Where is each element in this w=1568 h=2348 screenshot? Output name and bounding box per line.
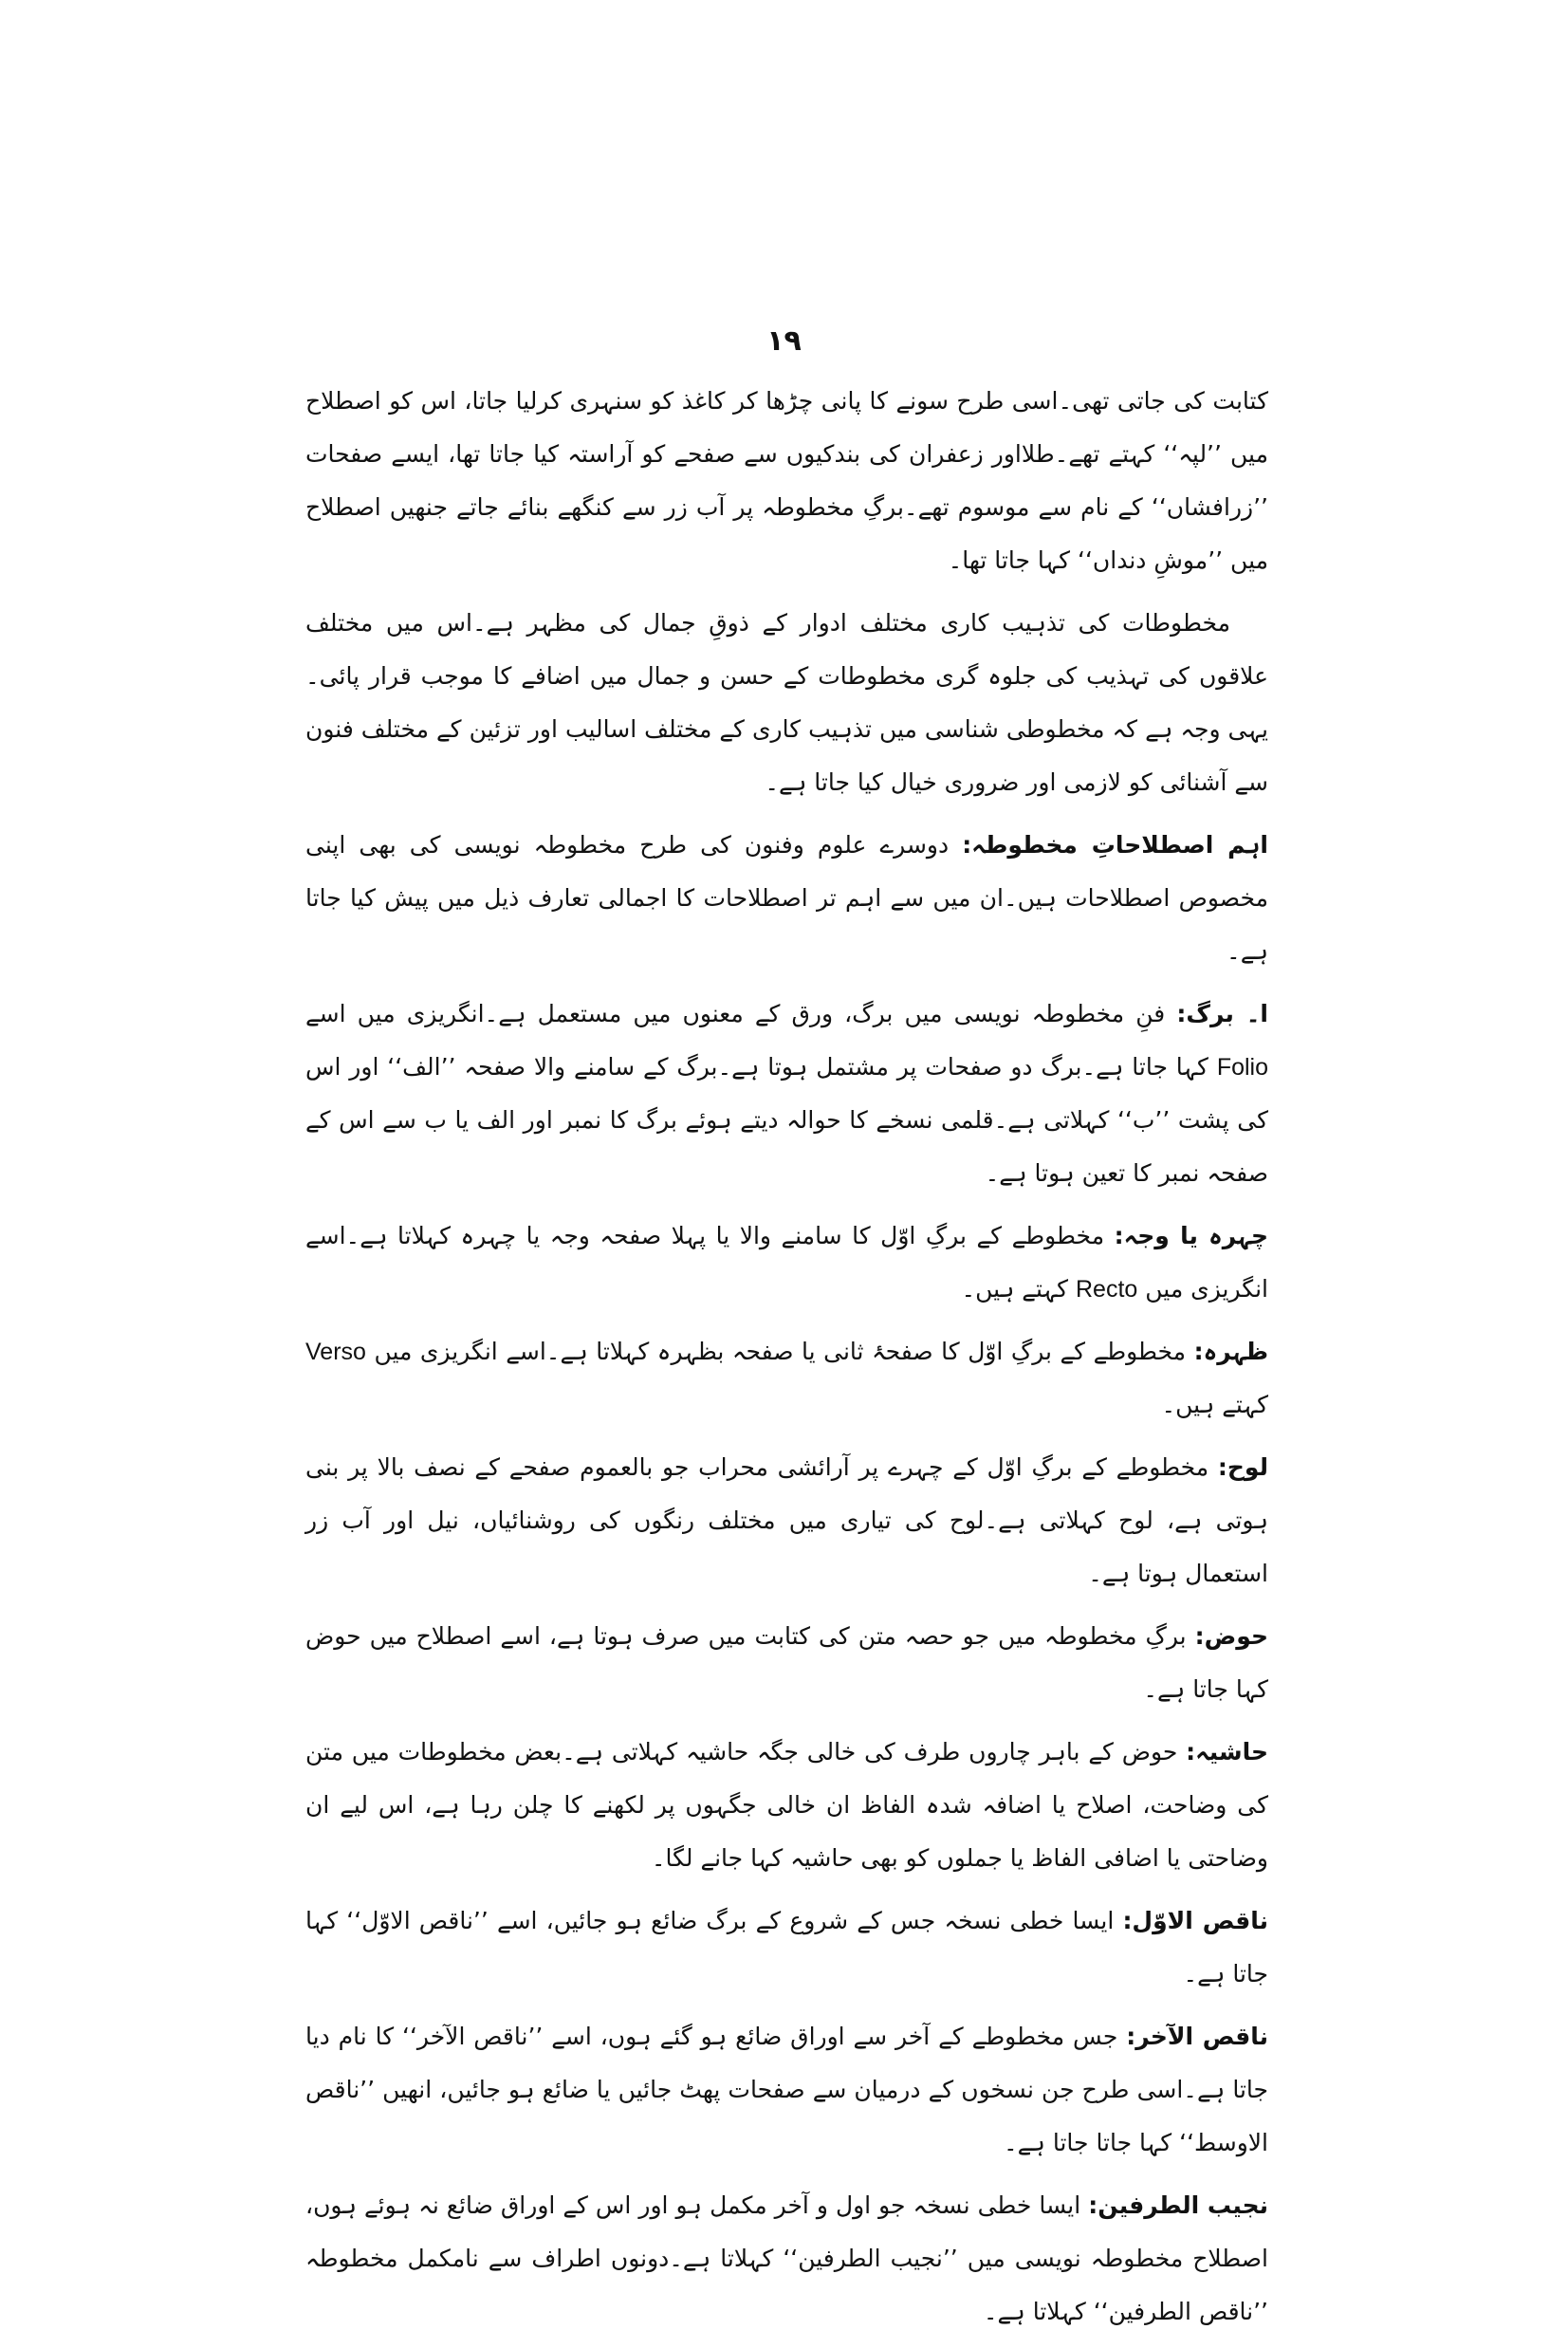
page-number: ۱۹ (766, 324, 802, 358)
paragraph-text: کہا جاتا ہے۔برگ دو صفحات پر مشتمل ہوتا ہے۔برگ کے سامنے والا صفحہ ’’الف‘‘ اور اس کی پشت ’’ب‘‘ کہلاتی ہے۔قلمی نسخے کا حوالہ دیتے ہوئے برگ کا نمبر اور الف یا ب سے اس کے صفحہ نمبر کا تعین ہوتا ہے۔ (305, 1053, 1268, 1187)
english-term: Folio (1216, 1054, 1268, 1081)
term-heading: چہرہ یا وجہ: (1114, 1222, 1268, 1249)
english-term: Recto (1076, 1276, 1138, 1303)
paragraph-text: کہتے ہیں۔ (961, 1275, 1076, 1303)
paragraph-text: برگِ مخطوطہ میں جو حصہ متن کی کتابت میں صرف ہوتا ہے، اسے اصطلاح میں حوض کہا جاتا ہے۔ (305, 1622, 1268, 1703)
paragraph-text: مخطوطے کے برگِ اوّل کے چہرے پر آرائشی محراب جو بالعموم صفحے کے نصف بالا پر بنی ہوتی ہے، لوح کہلاتی ہے۔لوح کی تیاری میں مختلف رنگوں کی روشنائیاں، نیل اور آب زر استعمال ہوتا ہے۔ (305, 1453, 1268, 1587)
term-heading: لوح: (1217, 1453, 1268, 1481)
term-heading: ناقص الاوّل: (1122, 1907, 1268, 1934)
paragraph-terms-intro (305, 819, 1268, 978)
paragraph-text: حوض کے باہر چاروں طرف کی خالی جگہ حاشیہ کہلاتی ہے۔بعض مخطوطات میں متن کی وضاحت، اصلاح یا اضافہ شدہ الفاظ ان خالی جگہوں پر لکھنے کا چلن رہا ہے، اس لیے ان وضاحتی یا اضافی الفاظ یا جملوں کو بھی حاشیہ کہا جانے لگا۔ (305, 1738, 1268, 1872)
paragraph-text: جس مخطوطے کے آخر سے اوراق ضائع ہو گئے ہوں، اسے ’’ناقص الآخر‘‘ کا نام دیا جاتا ہے۔اسی طرح جن نسخوں کے درمیان سے صفحات پھٹ جائیں یا ضائع ہو جائیں، انھیں ’’ناقص الاوسط‘‘ کہا جاتا جاتا ہے۔ (305, 2023, 1268, 2156)
paragraph-barg (305, 988, 1268, 1200)
paragraph-naqis-ul-akhir (305, 2010, 1268, 2170)
paragraph-hauz (305, 1610, 1268, 1716)
term-heading: حاشیہ: (1186, 1738, 1268, 1766)
paragraph-text: دوسرے علوم وفنون کی طرح مخطوطہ نویسی کی بھی اپنی مخصوص اصطلاحات ہیں۔ان میں سے اہم تر اصطلاحات کا اجمالی تعارف ذیل میں پیش کیا جاتا ہے۔ (305, 831, 1268, 965)
paragraph-tazhib-styles (305, 597, 1268, 809)
term-heading: ظہرہ: (1193, 1338, 1268, 1365)
paragraph-tazhib-intro (305, 375, 1268, 587)
paragraph-naqis-ul-awwal (305, 1895, 1268, 2001)
paragraph-text: مخطوطے کے برگِ اوّل کا صفحۂ ثانی یا صفحہ بظہرہ کہلاتا ہے۔اسے انگریزی میں (365, 1338, 1194, 1365)
paragraph-text: ایسا خطی نسخہ جو اول و آخر مکمل ہو اور اس کے اوراق ضائع نہ ہوئے ہوں، اصطلاح مخطوطہ نویسی میں ’’نجیب الطرفین‘‘ کہلاتا ہے۔دونوں اطراف سے نامکمل مخطوطہ ’’ناقص الطرفین‘‘ کہلاتا ہے۔ (305, 2191, 1268, 2325)
paragraph-text: کتابت کی جاتی تھی۔اسی طرح سونے کا پانی چڑھا کر کاغذ کو سنہری کرلیا جاتا، اس کو اصطلاح میں ’’لپہ‘‘ کہتے تھے۔طلااور زعفران کی بندکیوں سے صفحے کو آراستہ کیا جاتا تھا، ایسے صفحات ’’زرافشاں‘‘ کے نام سے موسوم تھے۔برگِ مخطوطہ پر آب زر سے کنگھے بنائے جاتے جنھیں اصطلاح میں ’’موشِ دنداں‘‘ کہا جاتا تھا۔ (305, 387, 1268, 574)
paragraph-hashiya (305, 1726, 1268, 1885)
paragraph-text: مخطوطات کی تذہیب کاری مختلف ادوار کے ذوقِ جمال کی مظہر ہے۔اس میں مختلف علاقوں کی تہذیب کی جلوہ گری مخطوطات کے حسن و جمال میں اضافے کا موجب قرار پائی۔یہی وجہ ہے کہ مخطوطی شناسی میں تذہیب کاری کے مختلف اسالیب اور تزئین کے مختلف فنون سے آشنائی کو لازمی اور ضروری خیال کیا جاتا ہے۔ (305, 609, 1268, 796)
paragraph-zahra (305, 1325, 1268, 1432)
term-heading: اہم اصطلاحاتِ مخطوطہ: (962, 831, 1268, 859)
paragraph-chehra (305, 1210, 1268, 1316)
term-heading: حوض: (1194, 1622, 1268, 1650)
paragraph-najib-ut-tarafain (305, 2179, 1268, 2339)
term-heading: نجیب الطرفین: (1088, 2191, 1268, 2219)
paragraph-text: ایسا خطی نسخہ جس کے شروع کے برگ ضائع ہو جائیں، اسے ’’ناقص الاوّل‘‘ کہا جاتا ہے۔ (305, 1907, 1268, 1987)
english-term: Verso (305, 1339, 366, 1365)
paragraph-text: فنِ مخطوطہ نویسی میں برگ، ورق کے معنوں میں مستعمل ہے۔انگریزی میں اسے (305, 1000, 1177, 1027)
paragraph-text: مخطوطے کے برگِ اوّل کا سامنے والا یا پہلا صفحہ وجہ یا چہرہ کہلاتا ہے۔اسے انگریزی میں (305, 1222, 1268, 1303)
term-heading: ناقص الآخر: (1126, 2023, 1268, 2050)
page-body (305, 375, 1268, 2348)
paragraph-text: کہتے ہیں۔ (1161, 1391, 1268, 1418)
paragraph-lauh (305, 1441, 1268, 1600)
term-heading: ا۔ برگ: (1176, 1000, 1268, 1027)
